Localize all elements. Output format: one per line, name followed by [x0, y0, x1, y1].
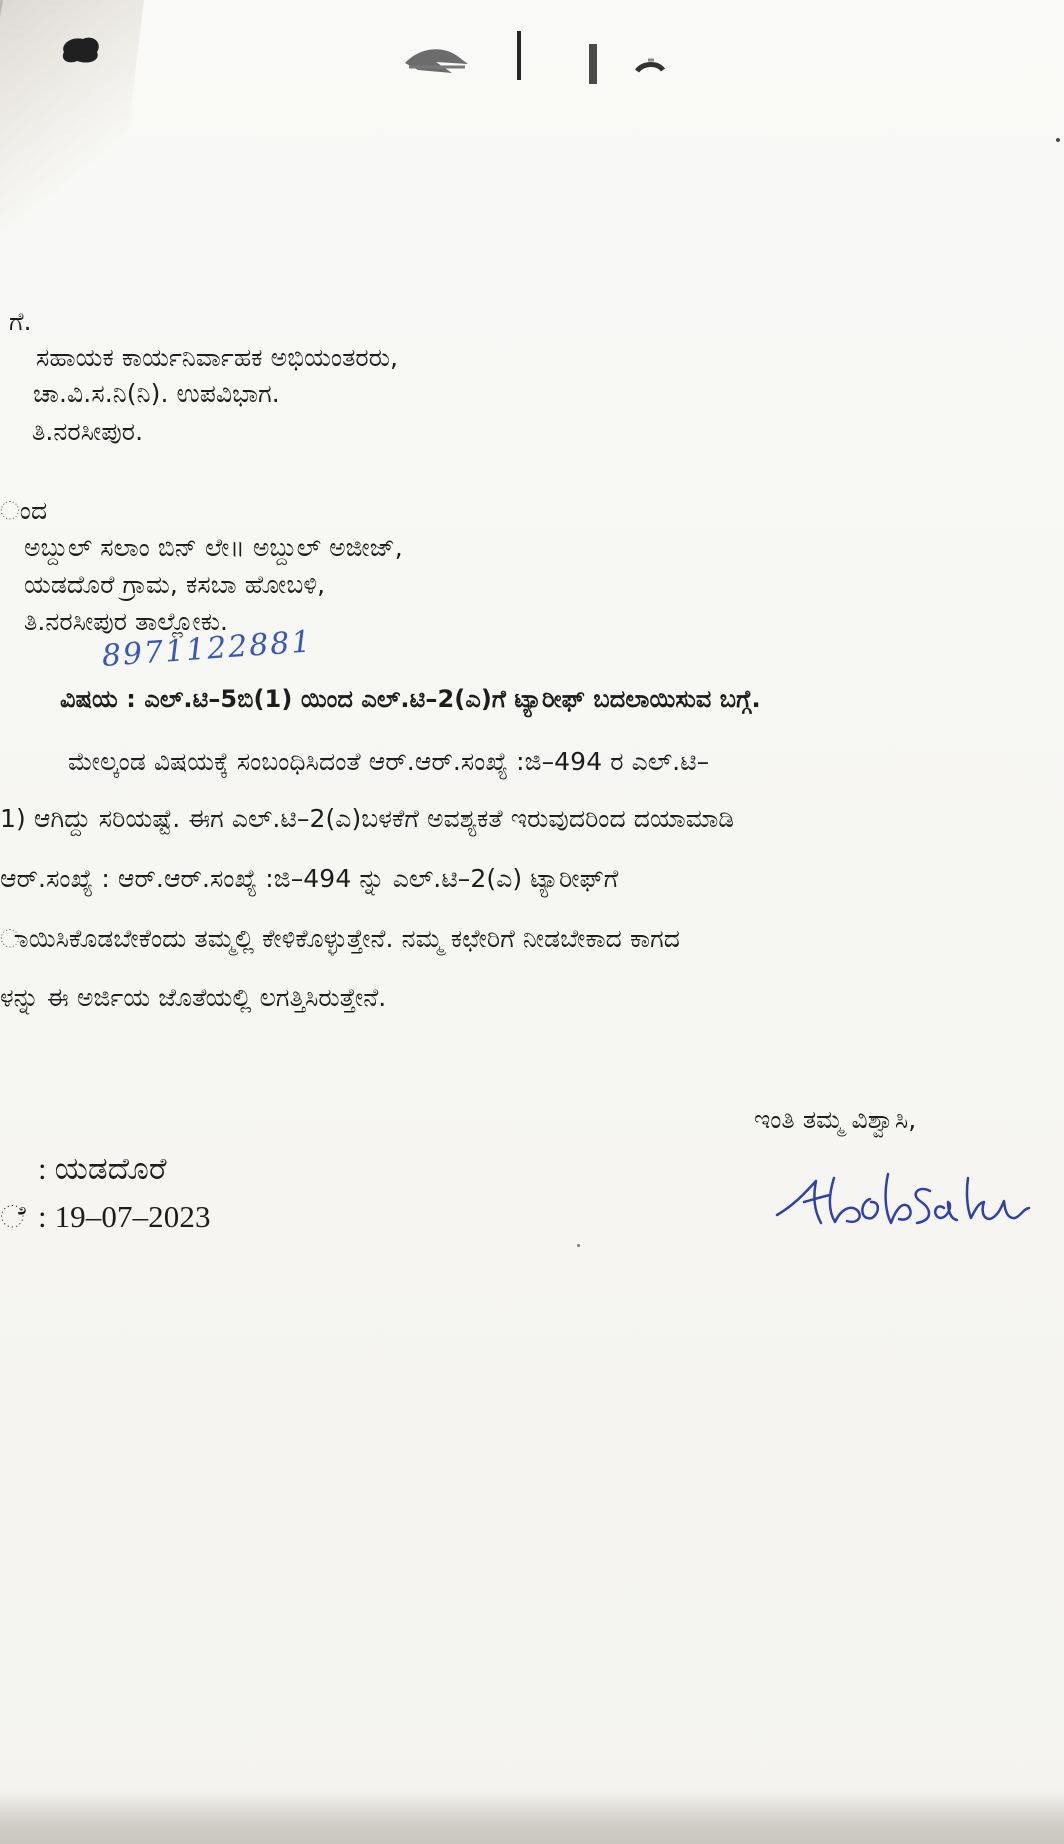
recipient-line-3: ತಿ.ನರಸೀಪುರ.: [32, 417, 144, 446]
recipient-line-1: ಸಹಾಯಕ ಕಾರ್ಯನಿರ್ವಾಹಕ ಅಭಿಯಂತರರು,: [36, 343, 399, 372]
bottom-scan-shadow: [0, 1790, 1064, 1844]
recipient-to-label: ಗೆ.: [9, 307, 32, 336]
handwritten-phone-number: 8971122881: [100, 624, 314, 674]
letterhead-emblem-icon: [360, 24, 720, 94]
sender-line-2: ಯಡದೊರೆ ಗ್ರಾಮ, ಕಸಬಾ ಹೋಬಳಿ,: [24, 570, 326, 599]
handwritten-signature-icon: [772, 1166, 1032, 1246]
date-value: : 19–07–2023: [38, 1199, 211, 1234]
body-line-4: ಾಯಿಸಿಕೊಡಬೇಕೆಂದು ತಮ್ಮಲ್ಲಿ ಕೇಳಿಕೊಳ್ಳುತ್ತೇನೆ. ನಮ್ಮ ಕಛೇರಿಗೆ ನೀಡಬೇಕಾದ ಕಾಗದ: [0, 924, 681, 953]
sender-line-3: ತಿ.ನರಸೀಪುರ ತಾಲ್ಲೋಕು.: [24, 607, 229, 636]
scan-dot-middle: [577, 1244, 580, 1247]
body-line-3: ಆರ್.ಸಂಖ್ಯೆ : ಆರ್.ಆರ್.ಸಂಖ್ಯೆ :ಜಿ–494 ನ್ನು ಎಲ್.ಟಿ–2(ಎ) ಟ್ಯಾರೀಫ್‌ಗೆ: [0, 864, 619, 893]
ink-blot-icon: [58, 32, 104, 66]
scan-dot-right: [1056, 138, 1060, 142]
date-label-fragment: ೆ: [0, 1199, 26, 1234]
subject-line: ವಿಷಯ : ಎಲ್.ಟಿ–5ಬಿ(1) ಯಿಂದ ಎಲ್.ಟಿ–2(ಎ)ಗೆ ಟ್ಯಾರೀಫ್ ಬದಲಾಯಿಸುವ ಬಗ್ಗೆ.: [60, 685, 761, 713]
sender-line-1: ಅಬ್ದುಲ್ ಸಲಾಂ ಬಿನ್ ಲೇ॥ ಅಬ್ದುಲ್ ಅಜೀಜ್,: [24, 533, 403, 562]
body-line-1: ಮೇಲ್ಕಂಡ ವಿಷಯಕ್ಕೆ ಸಂಬಂಧಿಸಿದಂತೆ ಆರ್.ಆರ್.ಸಂಖ್ಯೆ :ಜಿ–494 ರ ಎಲ್.ಟಿ–: [68, 747, 710, 776]
recipient-line-2: ಚಾ.ವಿ.ಸ.ನಿ(ನಿ). ಉಪವಿಭಾಗ.: [33, 379, 280, 408]
sender-from-label: ಂದ: [0, 496, 48, 525]
closing-salutation: ಇಂತಿ ತಮ್ಮ ವಿಶ್ವಾಸಿ,: [754, 1105, 917, 1134]
place-value: : ಯಡದೊರೆ: [38, 1151, 167, 1186]
body-line-5: ಳನ್ನು ಈ ಅರ್ಜಿಯ ಜೊತೆಯಲ್ಲಿ ಲಗತ್ತಿಸಿರುತ್ತೇನೆ.: [0, 983, 387, 1012]
body-line-2: 1) ಆಗಿದ್ದು ಸರಿಯಷ್ಟೆ. ಈಗ ಎಲ್.ಟಿ–2(ಎ)ಬಳಕೆಗೆ ಅವಶ್ಯಕತೆ ಇರುವುದರಿಂದ ದಯಾಮಾಡಿ: [0, 804, 735, 833]
